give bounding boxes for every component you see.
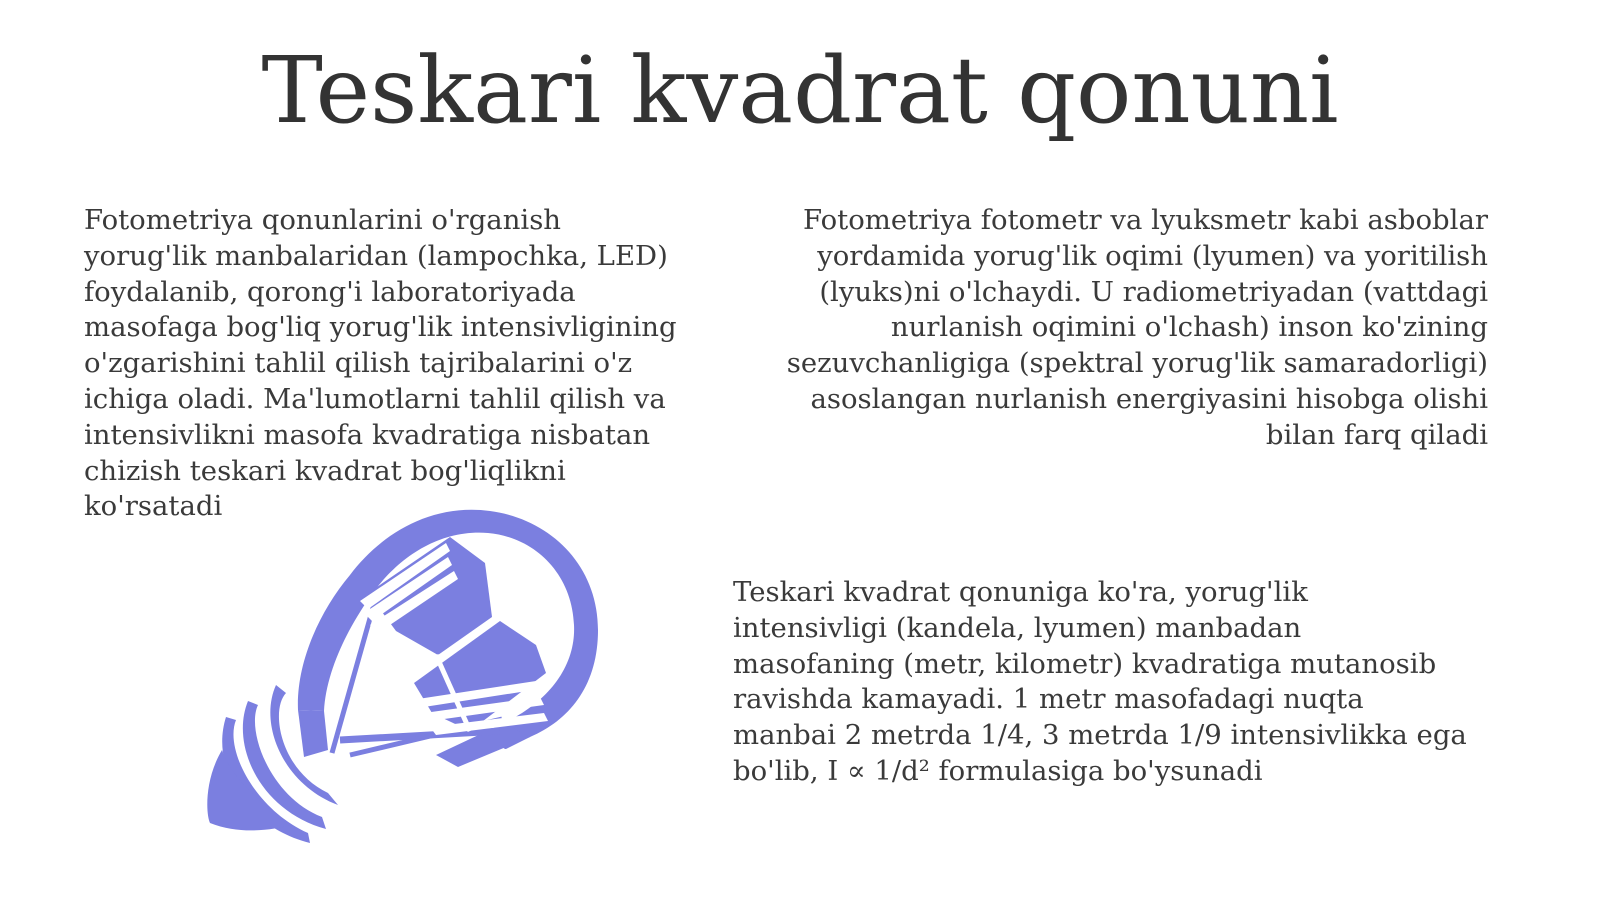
text-block-bottom: Teskari kvadrat qonuniga ko'ra, yorug'lik intensivligi (kandela, lyumen) manbadan masofaning (metr, kilometr) kvadratiga mutanosib ravishda kamayadi. 1 metr masofadagi nuqta manbai 2 metrda 1/4, 3 metrda 1/9 intensivlikka ega bo'lib, I ∝ 1/d² formulasiga bo'ysunadi — [733, 576, 1467, 787]
lightbulb-book-icon — [200, 505, 620, 850]
slide-title: Teskari kvadrat qonuni — [261, 37, 1339, 144]
text-block-left: Fotometriya qonunlarini o'rganish yorug'lik manbalaridan (lampochka, LED) foydalanib, qorong'i laboratoriyada masofaga bog'liq yorug'lik intensivligining o'zgarishini tahlil qilish tajribalarini o'z ichiga oladi. Ma'lumotlarni tahlil qilish va intensivlikni masofa kvadratiga nisbatan chizish teskari kvadrat bog'liqlikni ko'rsatadi — [84, 204, 677, 523]
text-block-right: Fotometriya fotometr va lyuksmetr kabi asboblar yordamida yorug'lik oqimi (lyumen) va yoritilish (lyuks)ni o'lchaydi. U radiometriyadan (vattdagi nurlanish oqimini o'lchash) inson ko'zining sezuvchanligiga (spektral yorug'lik samaradorligi) asoslangan nurlanish energiyasini hisobga olishi bilan farq qiladi — [786, 204, 1488, 451]
